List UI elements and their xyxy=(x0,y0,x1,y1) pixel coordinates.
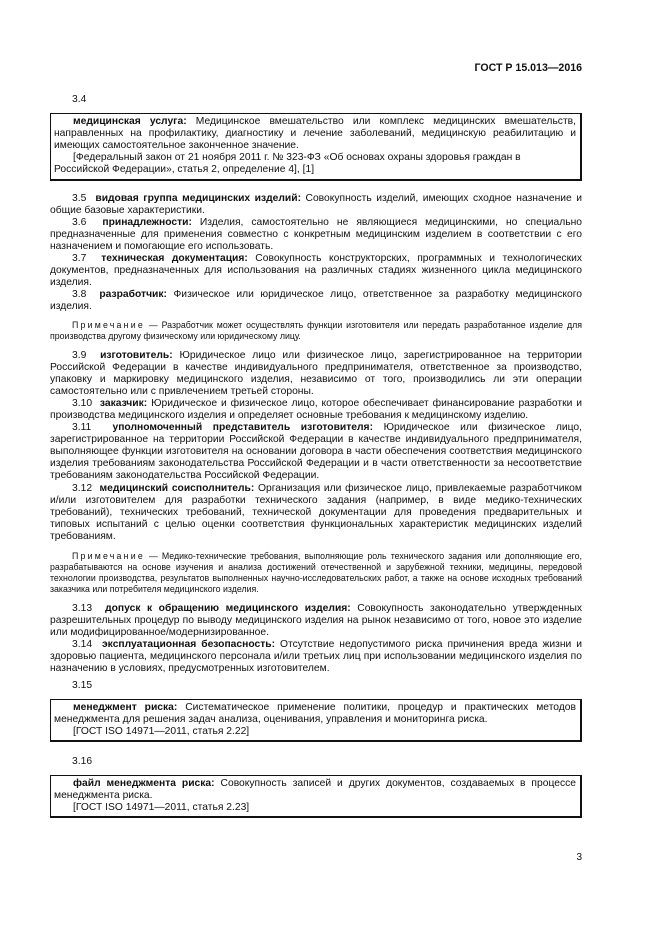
definition-3-13: 3.13 допуск к обращению медицинского изделия: Совокупность законодательно утвержденных разрешительных процедур по выводу медицинского изделия на рынок независимо от того, новое это изделие или модифицированное/модернизированное. xyxy=(50,603,582,639)
source-3-15: [ГОСТ ISO 14971—2011, статья 2.22] xyxy=(73,725,250,737)
page-content xyxy=(50,88,582,818)
definition-3-16: файл менеджмента риска: Совокупность записей и других документов, создаваемых в процессе менеджмента риска. xyxy=(54,778,576,802)
definition-3-5: 3.5 видовая группа медицинских изделий: Совокупность изделий, имеющих сходное назначение и общие базовые характеристики. xyxy=(50,192,583,216)
document-header: ГОСТ Р 15.013—2016 xyxy=(474,62,582,74)
source-3-16: [ГОСТ ISO 14971—2011, статья 2.23] xyxy=(73,802,250,814)
definition-3-11: 3.11 уполномоченный представитель изготовителя: Юридическое или физическое лицо, зарегистрированное на территории Российской Федерации в качестве индивидуального предпринимателя, выполняющее функции изготовителя на основании договора в части обеспечения соответствия медицинского изделия требованиям законодательства Российской Федерации и в части ответственности за несоответствие требованиям законодательства Российской Федерации. xyxy=(50,422,582,482)
definition-3-6: 3.6 принадлежности: Изделия, самостоятельно не являющиеся медицинскими, но специально предназначенные для применения совместно с конкретным медицинским изделием в соответствии с его назначением и помогающие его использовать. xyxy=(50,216,582,252)
definition-3-9: 3.9 изготовитель: Юридическое лицо или физическое лицо, зарегистрированное на территории Российской Федерации в качестве индивидуального предпринимателя, ответственное за производство, упаковку и маркировку медицинского изделия, независимо от того, производились ли эти операции самостоятельно или с привлечением третьей стороны. xyxy=(50,349,582,397)
definition-3-8: 3.8 разработчик: Физическое или юридическое лицо, ответственное за разработку медицинского изделия. xyxy=(50,289,582,313)
section-number-3-16: 3.16 xyxy=(72,755,93,767)
definition-text-3-4: Медицинское вмешательство или комплекс медицинских вмешательств, направленных на профилактику, диагностику и лечение заболеваний, медицинскую реабилитацию и имеющих самостоятельное законченное значение. xyxy=(54,116,577,152)
definition-3-7: 3.7 техническая документация: Совокупность конструкторских, программных и технологических документов, предназначенных для использования на различных стадиях жизненного цикла медицинского изделия. xyxy=(50,253,582,289)
definition-3-4 xyxy=(54,116,576,152)
page-number: 3 xyxy=(576,852,582,863)
note-2: Примечание — Медико-технические требования, выполняющие роль технического задания или дополняющие его, разрабатываются на основе изучения и анализа достижений отечественной и зарубежной техники, медицины, передовой технологии производства, результатов выполненных научно-исследовательских работ, а также на основе исходных требований заказчика или потребителя медицинского изделия. xyxy=(50,551,582,594)
note-1: Примечание — Разработчик может осуществлять функции изготовителя или передать разработанное изделие для производства другому физическому или юридическому лицу. xyxy=(50,319,582,341)
definition-3-14: 3.14 эксплуатационная безопасность: Отсутствие недопустимого риска причинения вреда жизни и здоровью пациента, медицинского персонала и/или третьих лиц при использовании медицинского изделия по назначению в условиях, предусмотренных изготовителем. xyxy=(50,639,582,675)
section-number-3-15: 3.15 xyxy=(72,679,93,691)
section-number-3-4: 3.4 xyxy=(72,94,87,105)
definition-3-12: 3.12 медицинский соисполнитель: Организация или физическое лицо, привлекаемые разработчиком и/или изготовителем для разработки технического задания (например, в виде медико-технических требований), технических требований, технической документации для проведения предварительных и типовых испытаний с целью оценки соответствия функциональных характеристик медицинских изделий требованиям. xyxy=(50,482,582,542)
definition-3-10: 3.10 заказчик: Юридическое и физическое лицо, которое обеспечивает финансирование разработки и производства медицинского изделия и определяет основные требования к медицинскому изделию. xyxy=(50,397,582,421)
definition-box-3-4 xyxy=(50,113,582,180)
source-3-4: [Федеральный закон от 21 ноября 2011 г. № 323-ФЗ «Об основах охраны здоровья граждан в Российской Федерации», статья 2, определение 4], [1] xyxy=(54,152,521,176)
definition-box-3-16 xyxy=(50,775,582,818)
term-3-4: медицинская услуга: xyxy=(73,116,187,128)
definition-box-3-15 xyxy=(50,699,582,742)
definition-3-15: менеджмент риска: Систематическое применение политики, процедур и практических методов менеджмента для решения задач анализа, оценивания, управления и мониторинга риска. xyxy=(54,701,576,725)
